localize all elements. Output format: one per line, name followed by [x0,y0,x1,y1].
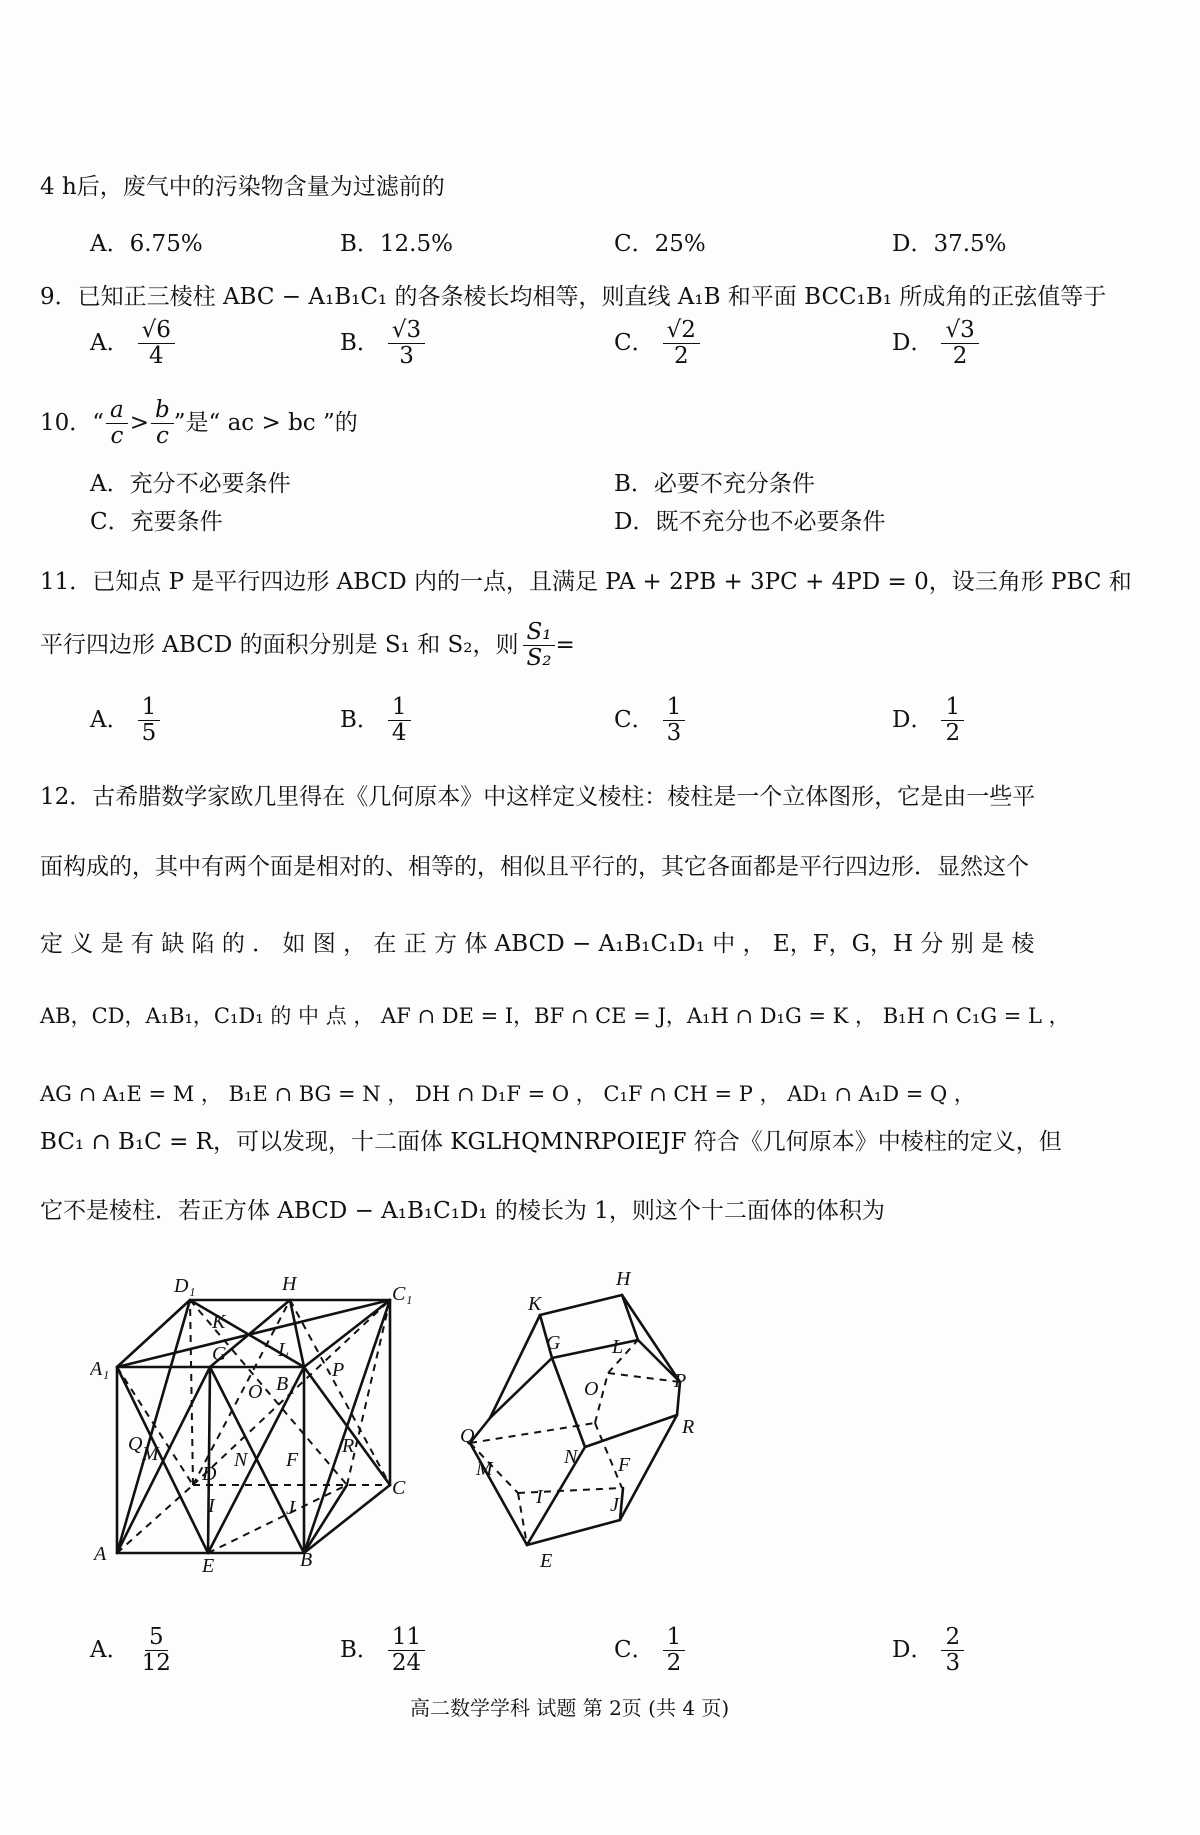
q11-option-d: D． $\frac{1}{2}$ [892,695,964,747]
label-B: B [300,1549,313,1571]
dodeca-label-J: J [610,1494,619,1516]
q12-option-b: B． $\frac{11}{24}$ [340,1625,425,1677]
dodeca-label-H: H [616,1268,631,1290]
q10-option-b: B．必要不充分条件 [614,471,815,497]
label-N: N [234,1449,248,1471]
q8-stem-tail: 4 h后，废气中的污染物含量为过滤前的 [40,174,445,200]
q10-stem: 10．“ $\frac{a}{c}$ > $\frac{b}{c}$ ”是“ ac > bc ”的 [40,397,358,450]
q9-stem: 9．已知正三棱柱 ABC − A₁B₁C₁ 的各条棱长均相等，则直线 A₁B 和平面 BCC₁B₁ 所成角的正弦值等于 [40,284,1107,310]
label-K: K [212,1311,226,1333]
dodeca-label-I: I [536,1486,543,1508]
q8-option-a: A．6.75% [90,231,203,257]
label-P: P [332,1359,345,1381]
dodeca-label-F: F [618,1454,631,1476]
label-F: F [286,1449,299,1471]
dodecahedron-figure [450,1255,710,1575]
q9-option-d: D． $\frac{√3}{2}$ [892,318,979,370]
label-C: C [392,1477,406,1499]
label-D1: D₁ [174,1275,196,1297]
dodeca-label-L: L [612,1336,624,1358]
label-R: R [342,1435,355,1457]
dodeca-label-Q: Q [460,1425,475,1447]
label-M: M [142,1443,159,1465]
q8-option-d: D．37.5% [892,231,1007,257]
dodeca-label-O: O [584,1378,599,1400]
q12-option-d: D． $\frac{2}{3}$ [892,1625,964,1677]
label-C1: C₁ [392,1283,413,1305]
q9-option-b: B． $\frac{√3}{3}$ [340,318,425,370]
q11-option-a: A． $\frac{1}{5}$ [90,695,160,747]
page-footer: 高二数学学科 试题 第 2页 (共 4 页) [410,1696,730,1720]
cube-figure [90,1260,470,1580]
q12-option-a: A． $\frac{5}{12}$ [90,1624,171,1677]
label-A: A [94,1543,107,1565]
q9-option-a: A． $\frac{√6}{4}$ [90,318,175,370]
q10-option-d: D．既不充分也不必要条件 [614,509,886,535]
label-J: J [286,1497,295,1519]
label-Q: Q [128,1433,143,1455]
label-O: O [248,1381,263,1403]
q9-option-c: C． $\frac{√2}{2}$ [614,318,700,370]
q12-line4: AB，CD，A₁B₁，C₁D₁ 的 中 点 ， AF ∩ DE = I，BF ∩ CE = J，A₁H ∩ D₁G = K ， B₁H ∩ C₁G = L ， [40,1004,1070,1028]
q11-line1: 11．已知点 P 是平行四边形 ABCD 内的一点，且满足 PA + 2PB + 3PC + 4PD = 0，设三角形 PBC 和 [40,569,1132,595]
q12-line6: BC₁ ∩ B₁C = R，可以发现，十二面体 KGLHQMNRPOIEJF 符合《几何原本》中棱柱的定义，但 [40,1129,1062,1155]
q11-option-b: B． $\frac{1}{4}$ [340,695,411,747]
q12-option-c: C． $\frac{1}{2}$ [614,1625,685,1677]
label-G: G [212,1343,227,1365]
label-B1: B₁ [276,1373,296,1395]
dodeca-label-P: P [674,1370,687,1392]
q12-line2: 面构成的，其中有两个面是相对的、相等的，相似且平行的，其它各面都是平行四边形．显然这个 [40,854,1029,880]
label-I: I [208,1495,215,1517]
dodeca-label-E: E [540,1550,553,1572]
q11-line2: 平行四边形 ABCD 的面积分别是 S₁ 和 S₂，则 $\frac{\text{S₁}}{\text{S₂}}$ = [40,619,575,672]
label-D: D [202,1463,217,1485]
dodeca-label-R: R [682,1416,695,1438]
q12-line7: 它不是棱柱．若正方体 ABCD − A₁B₁C₁D₁ 的棱长为 1，则这个十二面体的体积为 [40,1198,885,1224]
dodeca-label-N: N [564,1446,578,1468]
label-A1: A₁ [90,1358,110,1380]
dodeca-label-M: M [476,1458,493,1480]
q10-option-a: A．充分不必要条件 [90,471,291,497]
q8-option-c: C．25% [614,231,706,257]
q12-line5: AG ∩ A₁E = M ， B₁E ∩ BG = N ， DH ∩ D₁F = O ， C₁F ∩ CH = P ， AD₁ ∩ A₁D = Q ， [40,1082,975,1106]
label-E: E [202,1555,215,1577]
dodeca-label-K: K [528,1293,542,1315]
label-L: L [278,1339,290,1361]
q8-option-b: B．12.5% [340,231,453,257]
q12-line3: 定 义 是 有 缺 陷 的 ． 如 图 ， 在 正 方 体 ABCD − A₁B₁C₁D₁ 中 ， E，F，G，H 分 别 是 棱 [40,931,1035,957]
q11-option-c: C． $\frac{1}{3}$ [614,695,685,747]
q12-line1: 12．古希腊数学家欧几里得在《几何原本》中这样定义棱柱：棱柱是一个立体图形，它是由一些平 [40,784,1036,810]
q10-option-c: C．充要条件 [90,509,223,535]
dodeca-label-G: G [546,1332,561,1354]
label-H: H [282,1273,297,1295]
